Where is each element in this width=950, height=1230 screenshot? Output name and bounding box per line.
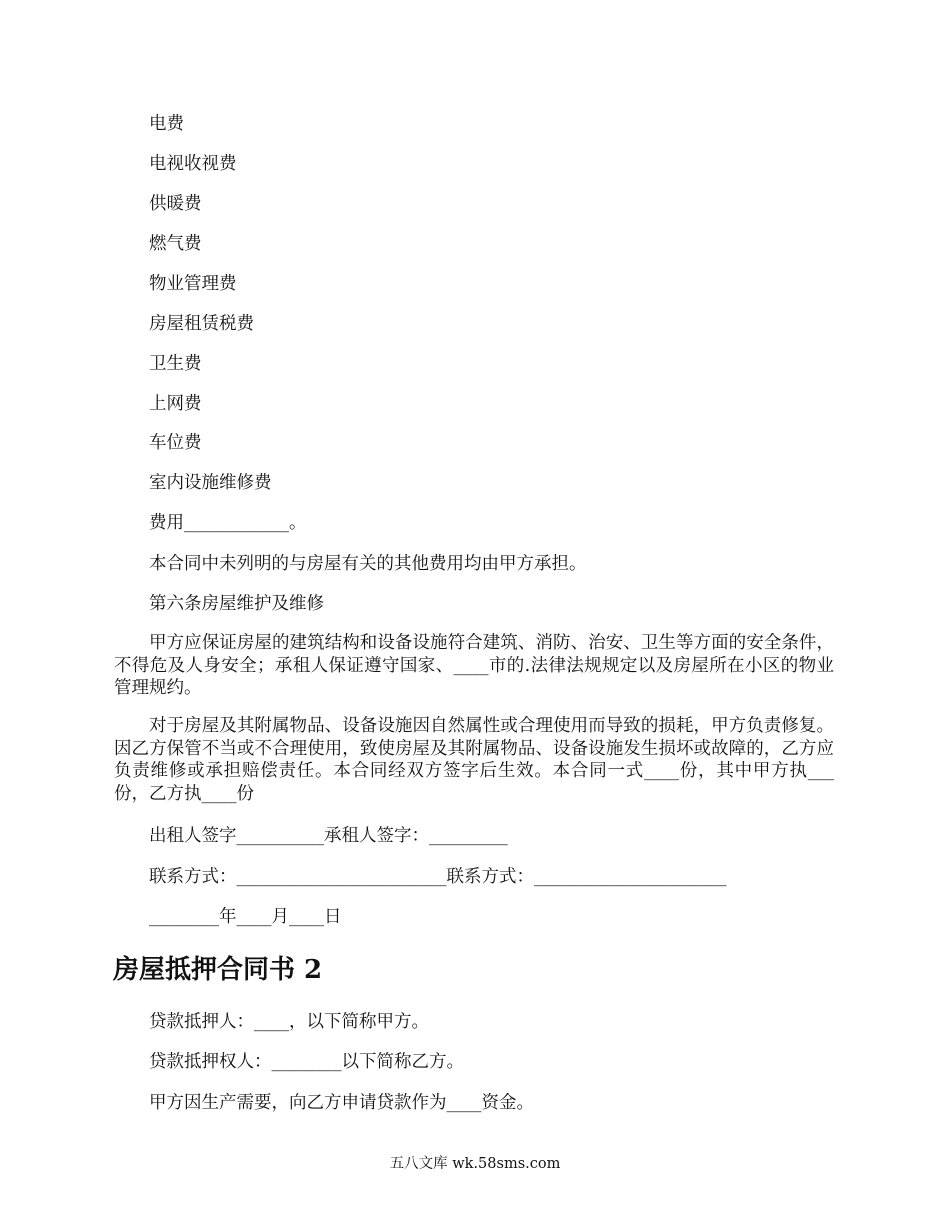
- fee-other-line: 费用____________。: [149, 513, 307, 533]
- fee-item-tv: 电视收视费: [149, 154, 237, 174]
- fee-item-rental-tax: 房屋租赁税费: [149, 314, 254, 334]
- fee-item-electricity: 电费: [149, 114, 184, 134]
- contact-line: 联系方式：________________________联系方式：______________________: [149, 867, 727, 887]
- section-2-title: 房屋抵押合同书 2: [113, 955, 323, 985]
- fee-item-indoor-repair: 室内设施维修费: [149, 473, 272, 493]
- fee-item-internet: 上网费: [149, 394, 202, 414]
- other-fees-note: 本合同中未列明的与房屋有关的其他费用均由甲方承担。: [149, 554, 587, 574]
- fee-item-sanitation: 卫生费: [149, 354, 202, 374]
- loan-purpose-line: 甲方因生产需要，向乙方申请贷款作为____资金。: [149, 1093, 534, 1113]
- fee-item-property-management: 物业管理费: [149, 274, 237, 294]
- fee-item-gas: 燃气费: [149, 234, 202, 254]
- mortgagor-line: 贷款抵押人：____，以下简称甲方。: [149, 1012, 429, 1032]
- article-6-paragraph-1: 甲方应保证房屋的建筑结构和设备设施符合建筑、消防、治安、卫生等方面的安全条件，不得危及人身安全；承租人保证遵守国家、____市的.法律法规规定以及房屋所在小区的物业管理规约。: [114, 633, 834, 698]
- fee-item-heating: 供暖费: [149, 194, 202, 214]
- date-line: ________年____月____日: [149, 907, 342, 927]
- article-6-title: 第六条房屋维护及维修: [149, 594, 324, 614]
- page-footer: 五八文库 wk.58sms.com: [389, 1156, 561, 1172]
- article-6-paragraph-2: 对于房屋及其附属物品、设备设施因自然属性或合理使用而导致的损耗，甲方负责修复。因乙方保管不当或不合理使用，致使房屋及其附属物品、设备设施发生损坏或故障的，乙方应负责维修或承担赔偿责任。本合同经双方签字后生效。本合同一式____份，其中甲方执___份，乙方执____份: [114, 716, 834, 804]
- mortgagee-line: 贷款抵押权人：________以下简称乙方。: [149, 1052, 464, 1072]
- signature-line: 出租人签字__________承租人签字：_________: [149, 826, 508, 846]
- fee-item-parking: 车位费: [149, 433, 202, 453]
